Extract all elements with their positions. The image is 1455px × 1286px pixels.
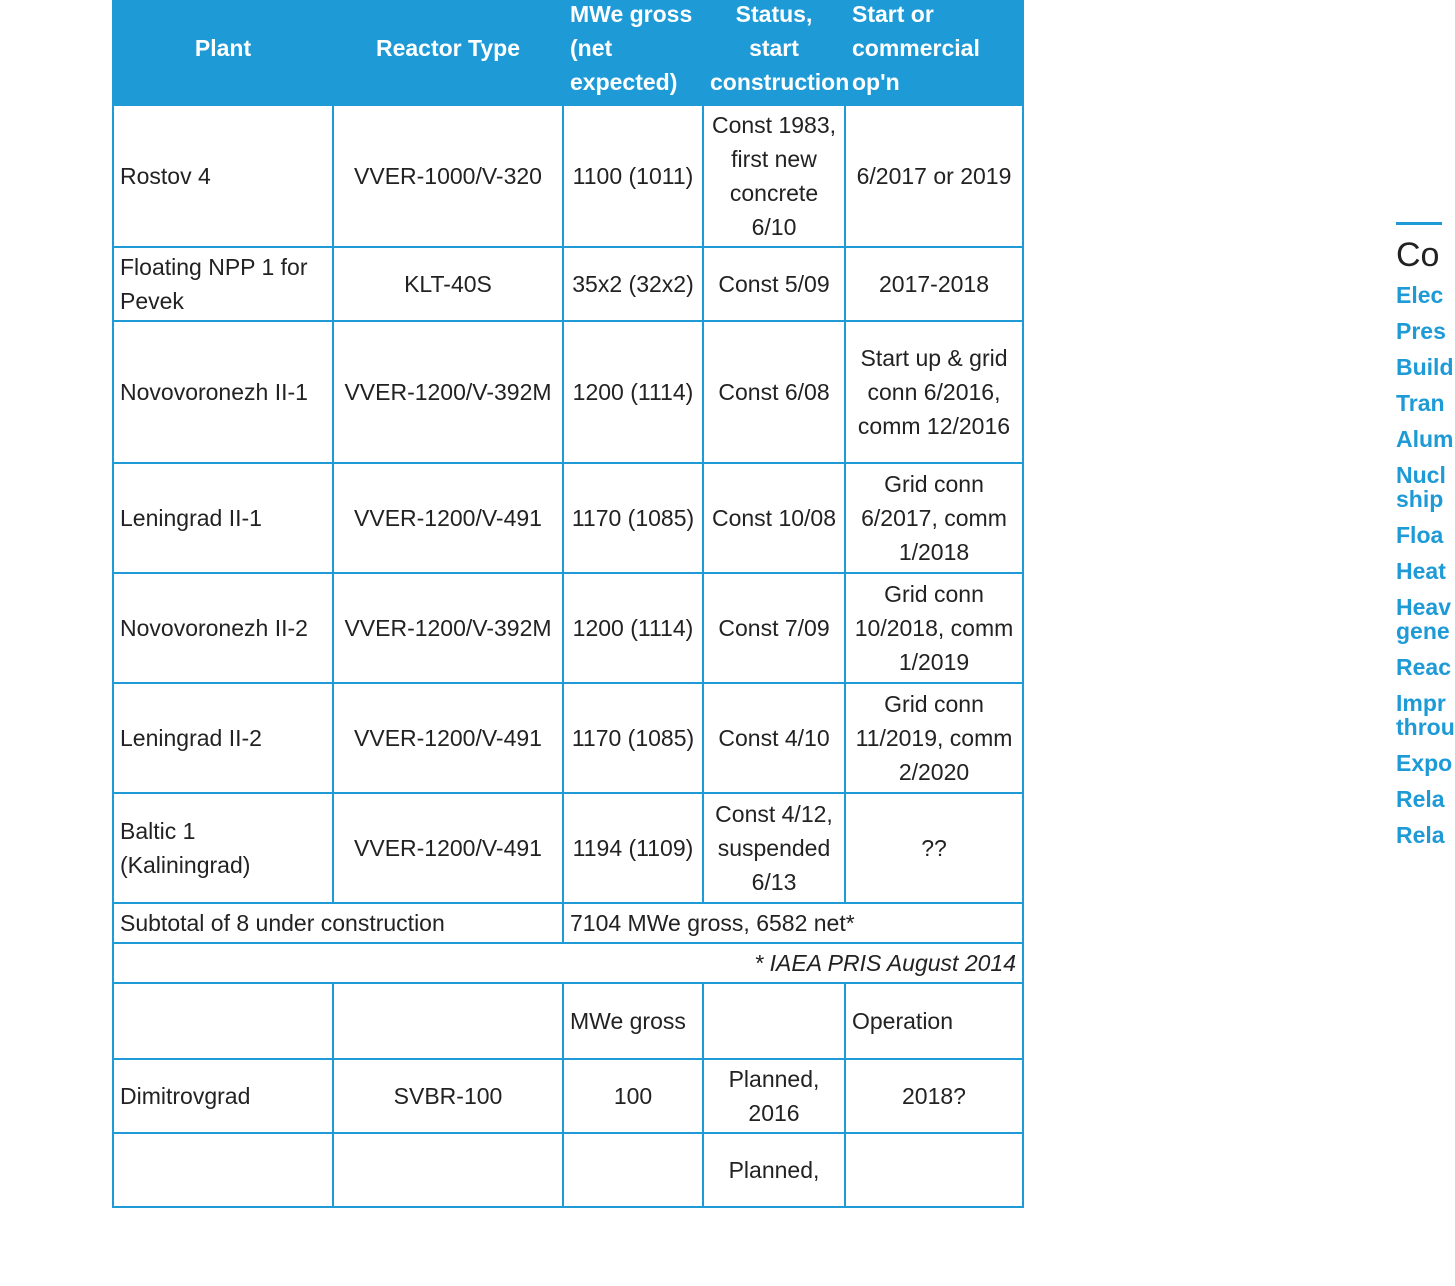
cell-empty xyxy=(333,983,563,1059)
cell-mwe: 1194 (1109) xyxy=(563,793,703,903)
header-plant: Plant xyxy=(113,0,333,105)
sidebar-link[interactable]: Pres xyxy=(1396,318,1446,344)
table-row xyxy=(113,321,1023,463)
table-row xyxy=(113,247,1023,321)
footnote: * IAEA PRIS August 2014 xyxy=(113,943,1023,983)
cell-start: 2018? xyxy=(845,1059,1023,1133)
reactor-table-container xyxy=(112,0,1022,1183)
planned-header-mwe: MWe gross xyxy=(563,983,703,1059)
cell-start: ?? xyxy=(845,793,1023,903)
cell-mwe: 1200 (1114) xyxy=(563,321,703,463)
cell-status: Const 7/09 xyxy=(703,573,845,683)
cell-mwe xyxy=(563,1133,703,1207)
cell-mwe: 100 xyxy=(563,1059,703,1133)
cell-status: Const 5/09 xyxy=(703,247,845,321)
subtotal-row xyxy=(113,903,1023,943)
sidebar-title: Co xyxy=(1396,236,1440,274)
reactor-table xyxy=(112,0,1024,1208)
table-header-row xyxy=(113,0,1023,105)
cell-type xyxy=(333,1133,563,1207)
cell-type: VVER-1200/V-491 xyxy=(333,683,563,793)
sidebar-contents xyxy=(1396,222,1455,859)
sidebar-link[interactable]: Heat xyxy=(1396,558,1446,584)
cell-mwe: 1170 (1085) xyxy=(563,683,703,793)
table-row xyxy=(113,1059,1023,1133)
sidebar-link[interactable]: Tran xyxy=(1396,390,1445,416)
table-row xyxy=(113,793,1023,903)
header-status: Status, start construction xyxy=(703,0,845,105)
sidebar-link-list xyxy=(1396,282,1455,848)
cell-status: Const 6/08 xyxy=(703,321,845,463)
cell-plant: Novovoronezh II-1 xyxy=(113,321,333,463)
planned-header-operation: Operation xyxy=(845,983,1023,1059)
cell-empty xyxy=(113,983,333,1059)
cell-plant: Dimitrovgrad xyxy=(113,1059,333,1133)
header-mwe: MWe gross (net expected) xyxy=(563,0,703,105)
table-row xyxy=(113,1133,1023,1207)
cell-status: Const 4/10 xyxy=(703,683,845,793)
cell-mwe: 1200 (1114) xyxy=(563,573,703,683)
cell-start: Grid conn 6/2017, comm 1/2018 xyxy=(845,463,1023,573)
cell-plant: Rostov 4 xyxy=(113,105,333,247)
cell-start: Grid conn 11/2019, comm 2/2020 xyxy=(845,683,1023,793)
cell-start xyxy=(845,1133,1023,1207)
cell-mwe: 1100 (1011) xyxy=(563,105,703,247)
sidebar-link[interactable]: Nucl ship xyxy=(1396,462,1446,512)
cell-type: VVER-1200/V-491 xyxy=(333,793,563,903)
header-reactor-type: Reactor Type xyxy=(333,0,563,105)
sidebar-link[interactable]: Reac xyxy=(1396,654,1451,680)
cell-status: Planned, xyxy=(703,1133,845,1207)
cell-start: 6/2017 or 2019 xyxy=(845,105,1023,247)
cell-type: SVBR-100 xyxy=(333,1059,563,1133)
subtotal-label: Subtotal of 8 under construction xyxy=(113,903,563,943)
cell-plant xyxy=(113,1133,333,1207)
sidebar-link[interactable]: Impr throu xyxy=(1396,690,1455,740)
sidebar-link[interactable]: Build xyxy=(1396,354,1454,380)
cell-status: Planned, 2016 xyxy=(703,1059,845,1133)
cell-plant: Leningrad II-1 xyxy=(113,463,333,573)
cell-start: Start up & grid conn 6/2016, comm 12/2016 xyxy=(845,321,1023,463)
planned-header-row xyxy=(113,983,1023,1059)
cell-mwe: 1170 (1085) xyxy=(563,463,703,573)
cell-plant: Leningrad II-2 xyxy=(113,683,333,793)
cell-status: Const 4/12, suspended 6/13 xyxy=(703,793,845,903)
sidebar-link[interactable]: Rela xyxy=(1396,822,1445,848)
footnote-row xyxy=(113,943,1023,983)
cell-start: 2017-2018 xyxy=(845,247,1023,321)
cell-type: KLT-40S xyxy=(333,247,563,321)
sidebar-link[interactable]: Alum xyxy=(1396,426,1454,452)
sidebar-rule xyxy=(1396,222,1442,225)
sidebar-link[interactable]: Elec xyxy=(1396,282,1444,308)
cell-status: Const 1983, first new concrete 6/10 xyxy=(703,105,845,247)
table-row xyxy=(113,463,1023,573)
cell-mwe: 35x2 (32x2) xyxy=(563,247,703,321)
sidebar-link[interactable]: Expo xyxy=(1396,750,1453,776)
table-row xyxy=(113,573,1023,683)
cell-type: VVER-1200/V-491 xyxy=(333,463,563,573)
cell-status: Const 10/08 xyxy=(703,463,845,573)
sidebar-link[interactable]: Floa xyxy=(1396,522,1444,548)
cell-type: VVER-1000/V-320 xyxy=(333,105,563,247)
cell-start: Grid conn 10/2018, comm 1/2019 xyxy=(845,573,1023,683)
cell-type: VVER-1200/V-392M xyxy=(333,321,563,463)
subtotal-value: 7104 MWe gross, 6582 net* xyxy=(563,903,1023,943)
cell-plant: Baltic 1 (Kaliningrad) xyxy=(113,793,333,903)
sidebar-link[interactable]: Rela xyxy=(1396,786,1445,812)
header-start: Start or commercial op'n xyxy=(845,0,1023,105)
cell-plant: Floating NPP 1 for Pevek xyxy=(113,247,333,321)
sidebar-link[interactable]: Heav gene xyxy=(1396,594,1451,644)
table-row xyxy=(113,683,1023,793)
cell-plant: Novovoronezh II-2 xyxy=(113,573,333,683)
cell-empty xyxy=(703,983,845,1059)
cell-type: VVER-1200/V-392M xyxy=(333,573,563,683)
table-row xyxy=(113,105,1023,247)
